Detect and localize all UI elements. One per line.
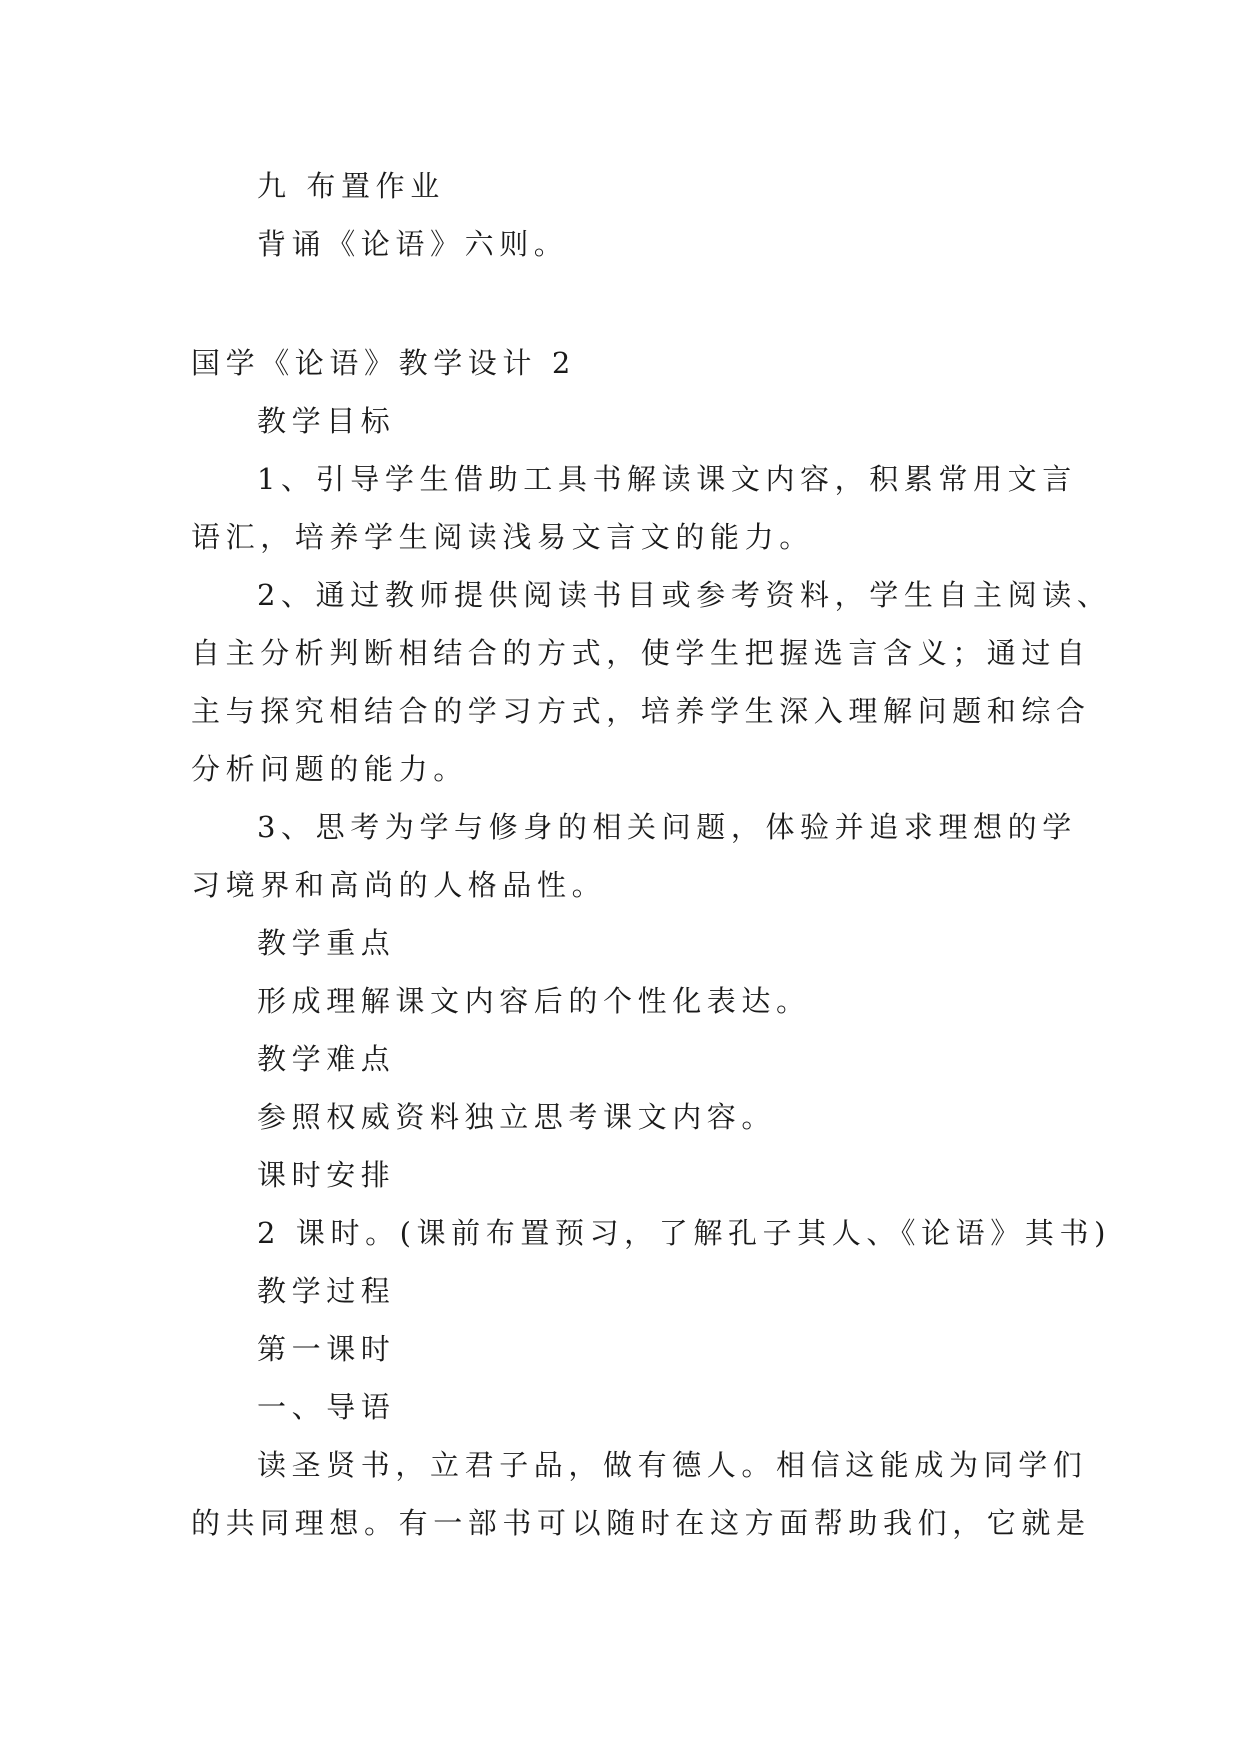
heading-introduction: 一、导语 (257, 1390, 396, 1424)
goal-2-line-1: 2、通过教师提供阅读书目或参考资料，学生自主阅读、 (257, 578, 1112, 612)
heading-key-points: 教学重点 (257, 926, 396, 960)
key-points-text: 形成理解课文内容后的个性化表达。 (257, 984, 811, 1018)
introduction-line-1: 读圣贤书，立君子品，做有德人。相信这能成为同学们 (257, 1448, 1088, 1482)
goal-2-line-4: 分析问题的能力。 (191, 752, 468, 786)
heading-teaching-goals: 教学目标 (257, 404, 396, 438)
heading-teaching-process: 教学过程 (257, 1274, 396, 1308)
difficulties-text: 参照权威资料独立思考课文内容。 (257, 1100, 777, 1134)
goal-2-line-2: 自主分析判断相结合的方式，使学生把握选言含义；通过自 (191, 636, 1091, 670)
section-heading-assign-homework: 九 布置作业 (257, 169, 445, 203)
goal-3-line-1: 3、思考为学与修身的相关问题，体验并追求理想的学 (257, 810, 1077, 844)
introduction-line-2: 的共同理想。有一部书可以随时在这方面帮助我们，它就是 (191, 1506, 1091, 1540)
goal-2-line-3: 主与探究相结合的学习方式，培养学生深入理解问题和综合 (191, 694, 1091, 728)
goal-1-line-2: 语汇，培养学生阅读浅易文言文的能力。 (191, 520, 814, 554)
schedule-text: 2 课时。(课前布置预习，了解孔子其人、《论语》其书) (257, 1216, 1111, 1250)
goal-1-line-1: 1、引导学生借助工具书解读课文内容，积累常用文言 (257, 462, 1077, 496)
homework-text: 背诵《论语》六则。 (257, 227, 569, 261)
heading-schedule: 课时安排 (257, 1158, 396, 1192)
heading-difficulties: 教学难点 (257, 1042, 396, 1076)
heading-first-lesson: 第一课时 (257, 1332, 396, 1366)
document-title: 国学《论语》教学设计 2 (191, 346, 576, 380)
goal-3-line-2: 习境界和高尚的人格品性。 (191, 868, 607, 902)
